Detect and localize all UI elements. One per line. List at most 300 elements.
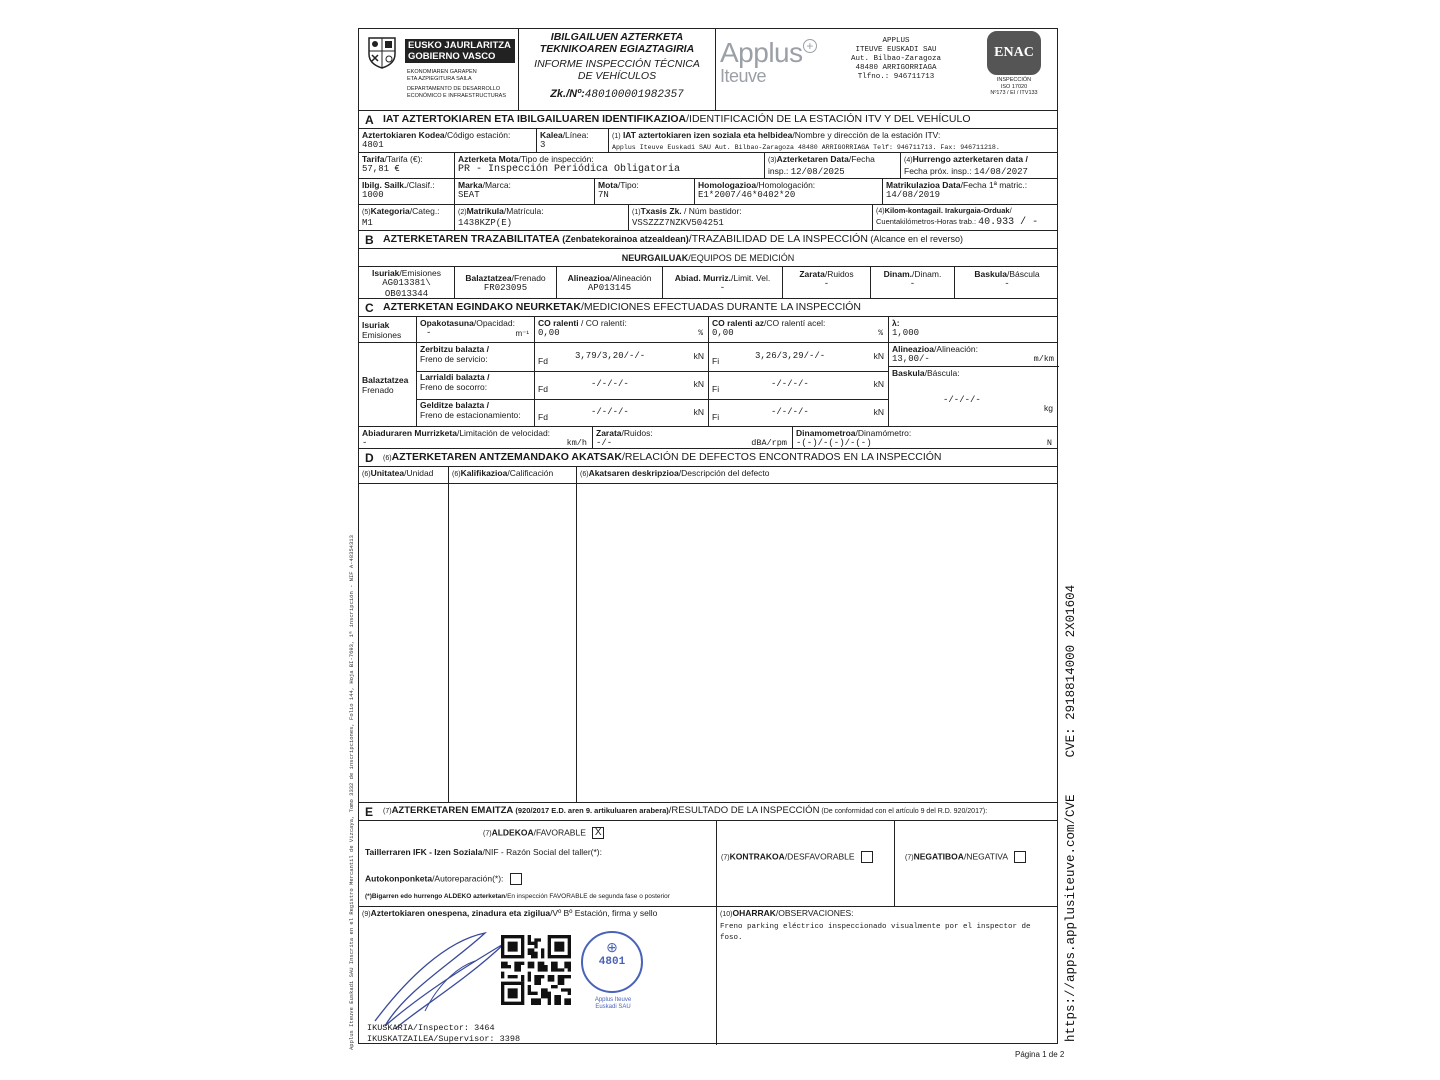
tariff-field bbox=[359, 153, 455, 178]
a-row1 bbox=[359, 129, 1057, 153]
equip-dyn-value: - bbox=[909, 279, 916, 289]
section-b-letter: B bbox=[365, 233, 374, 247]
emergency-fi-value: -/-/-/- bbox=[771, 379, 809, 389]
service-fd-unit: kN bbox=[693, 351, 704, 361]
equipment-header bbox=[359, 249, 1057, 267]
defects-unit-num: (6) bbox=[362, 471, 371, 478]
next-inspection-num: (4) bbox=[904, 157, 913, 164]
category-label-eu: Kategoria bbox=[370, 206, 410, 216]
observations-label-es: /OBSERVACIONES: bbox=[775, 908, 854, 918]
equip-dynamometer bbox=[871, 267, 955, 298]
section-e-title-es2: (De conformidad con el artículo 9 del R.D. 920/2017): bbox=[819, 808, 988, 815]
make-label-eu: Marka bbox=[458, 180, 483, 190]
observations-block bbox=[717, 907, 1059, 1045]
self-repair-label-eu: Autokonponketa bbox=[365, 873, 433, 884]
signature-num: (9) bbox=[362, 911, 371, 918]
service-brake-label-es: Freno de servicio: bbox=[420, 354, 488, 364]
section-b-title-es2: (Alcance en el reverso) bbox=[867, 234, 963, 244]
inspector-label: IKUSKARIA/Inspector: bbox=[367, 1023, 470, 1033]
parking-fi-unit: kN bbox=[873, 407, 884, 417]
plate-label-eu: Matrikula bbox=[466, 206, 504, 216]
next-inspection-field bbox=[901, 153, 1059, 178]
noise-field bbox=[593, 427, 793, 448]
section-b-title-eu: AZTERKETAREN TRAZABILITATEA bbox=[383, 233, 560, 245]
title-eu-line2: TEKNIKOAREN EGIAZTAGIRIA bbox=[539, 43, 695, 55]
gov-name-line2: GOBIERNO VASCO bbox=[408, 51, 496, 62]
dynamometer-field bbox=[793, 427, 1059, 448]
plus-circle-icon: + bbox=[803, 39, 817, 53]
emergency-fi-label: Fi bbox=[712, 384, 720, 394]
opacity-value: - bbox=[426, 328, 432, 338]
signature-label-es: /Vº Bº Estación, firma y sello bbox=[550, 908, 658, 918]
service-brake-label-eu: Zerbitzu balazta / bbox=[420, 344, 489, 354]
report-number-value: 480100001982357 bbox=[584, 89, 684, 101]
odometer-label2: Cuentakilómetros-Horas trab.: bbox=[876, 217, 977, 226]
unfavorable-label-eu: KONTRAKOA bbox=[729, 851, 785, 862]
section-e-letter: E bbox=[365, 805, 374, 819]
negative-checkbox[interactable] bbox=[1014, 851, 1026, 863]
emissions-label-es: Emisiones bbox=[362, 330, 402, 340]
parking-fd-unit: kN bbox=[693, 407, 704, 417]
plate-num: (2) bbox=[458, 209, 467, 216]
station-code-label-eu: Aztertokiaren Kodea bbox=[362, 130, 445, 140]
unfavorable-num: (7) bbox=[721, 854, 730, 862]
scale-label-es: /Báscula: bbox=[924, 368, 960, 378]
report-number bbox=[522, 88, 712, 101]
workshop-label-eu: Taillerraren IFK - Izen Soziala bbox=[365, 847, 483, 857]
section-e-header bbox=[359, 803, 1057, 821]
inspection-type-value: PR - Inspección Periódica Obligatoria bbox=[458, 164, 681, 175]
favorable-label-es: /FAVORABLE bbox=[533, 827, 586, 838]
section-b-header bbox=[359, 231, 1057, 249]
workshop-label-es: /NIF - Razón Social del taller(*): bbox=[482, 847, 602, 857]
defects-rating-label-es: /Calificación bbox=[507, 468, 554, 478]
inspection-type-label-es: /Tipo de inspección: bbox=[518, 154, 594, 164]
company-line3: Aut. Bilbao-Zaragoza bbox=[850, 55, 941, 63]
brand-sub: Iteuve bbox=[720, 66, 767, 86]
odometer-label-es: / bbox=[1009, 206, 1012, 215]
emissions-row bbox=[359, 317, 1057, 343]
station-name-label-es: /Nombre y dirección de la estación ITV: bbox=[792, 130, 941, 140]
section-d-num: (6) bbox=[383, 455, 392, 462]
emergency-fi-unit: kN bbox=[873, 379, 884, 389]
equip-speed-value: - bbox=[719, 283, 726, 293]
note-part-a: (*)Bigarren edo hurrengo bbox=[365, 893, 444, 900]
basque-coat-of-arms-icon bbox=[363, 35, 401, 69]
emergency-brake-fd bbox=[535, 371, 709, 399]
registration-date-label-es: /Fecha 1ª matric.: bbox=[960, 180, 1028, 190]
service-fi-unit: kN bbox=[873, 351, 884, 361]
speed-noise-row bbox=[359, 427, 1057, 449]
section-c-title bbox=[383, 301, 861, 313]
equip-scale-value: - bbox=[1004, 279, 1010, 289]
next-inspection-label-eu: Hurrengo azterketaren data / bbox=[912, 154, 1028, 164]
equip-emissions-label-eu: Isuriak bbox=[372, 268, 400, 278]
make-value: SEAT bbox=[458, 190, 480, 200]
co-accel-label-es: /CO ralentí acel: bbox=[763, 318, 826, 328]
section-d-title bbox=[383, 451, 942, 463]
equip-emissions-value1: AG013381\ bbox=[382, 278, 431, 288]
equip-brakes bbox=[455, 267, 557, 298]
equip-alignment-label-eu: Alineazioa bbox=[567, 273, 610, 283]
company-line1: APPLUS bbox=[882, 37, 910, 45]
station-code-field bbox=[359, 129, 537, 152]
vin-num: (1) bbox=[632, 209, 641, 216]
dept-eu-line1: EKONOMIAREN GARAPEN bbox=[407, 69, 477, 75]
defects-desc-label-es: /Descripción del defecto bbox=[678, 468, 770, 478]
section-c-letter: C bbox=[365, 301, 374, 315]
equip-noise-label-eu: Zarata bbox=[799, 269, 825, 279]
emergency-brake-fi bbox=[709, 371, 889, 399]
defects-desc-label-eu: Akatsaren deskripzioa bbox=[588, 468, 679, 478]
scale-field bbox=[889, 367, 1059, 427]
classification-value: 1000 bbox=[362, 190, 384, 200]
alignment-unit: m/km bbox=[1033, 354, 1054, 364]
odometer-field bbox=[873, 205, 1059, 230]
title-es-line2: DE VEHÍCULOS bbox=[577, 70, 657, 82]
dept-eu-line2: ETA AZPIEGITURA SAILA bbox=[407, 75, 472, 82]
next-inspection-label-es: Fecha próx. insp.: bbox=[904, 166, 972, 176]
plate-label-es: /Matrícula: bbox=[503, 206, 544, 216]
inspection-date-label2: insp.: bbox=[768, 166, 789, 176]
parking-fd-value: -/-/-/- bbox=[591, 407, 629, 417]
unfavorable-block bbox=[717, 821, 895, 906]
emergency-fd-value: -/-/-/- bbox=[591, 379, 629, 389]
scale-unit: kg bbox=[1044, 403, 1053, 413]
enac-sub bbox=[975, 77, 1053, 97]
section-c-title-es: /MEDICIONES EFECTUADAS DURANTE LA INSPECCIÓN bbox=[580, 301, 861, 313]
section-e-title-eu: AZTERKETAREN EMAITZA bbox=[391, 805, 514, 816]
emergency-brake-row bbox=[417, 371, 889, 400]
co-idle-field bbox=[535, 317, 709, 342]
emergency-fd-unit: kN bbox=[693, 379, 704, 389]
odometer-num: (4) bbox=[876, 208, 885, 215]
plate-field bbox=[455, 205, 629, 230]
homologation-field bbox=[695, 179, 883, 204]
negative-label-eu: NEGATIBOA bbox=[913, 851, 964, 862]
noise-value: -/- bbox=[596, 438, 613, 448]
title-eu-line1: IBILGAILUEN AZTERKETA bbox=[550, 31, 684, 43]
speed-limit-label-eu: Abiaduraren Murrizketa bbox=[362, 428, 457, 438]
note-part-b: ALDEKO bbox=[443, 893, 472, 900]
equip-alignment-value: AP013145 bbox=[587, 283, 632, 293]
noise-label-es: /Ruidos: bbox=[621, 428, 653, 438]
equip-brakes-label-es: /Frenado bbox=[511, 273, 546, 283]
favorable-block bbox=[359, 821, 717, 906]
a-row2 bbox=[359, 153, 1057, 179]
page-number: Página 1 de 2 bbox=[1015, 1050, 1065, 1059]
station-name-field bbox=[609, 129, 1059, 152]
speed-limit-label-es: /Limitación de velocidad: bbox=[456, 428, 551, 438]
equip-dyn-label-es: /Dinam. bbox=[912, 269, 942, 279]
section-a-letter: A bbox=[365, 113, 374, 127]
stamp-name2: Euskadi SAU bbox=[595, 1004, 631, 1010]
co-idle-unit: % bbox=[698, 329, 703, 338]
title-es-line1: INFORME INSPECCIÓN TÉCNICA bbox=[534, 58, 700, 70]
observations-text1: Freno parking eléctrico inspeccionado visualmente por el inspector de bbox=[720, 923, 1031, 931]
report-title-block bbox=[519, 29, 716, 110]
station-stamp bbox=[581, 931, 643, 993]
service-fi-label: Fi bbox=[712, 356, 720, 366]
station-name-label-eu: IAT aztertokiaren izen soziala eta helbidea bbox=[622, 130, 793, 140]
emergency-brake-label-eu: Larrialdi balazta / bbox=[420, 372, 490, 382]
equip-dyn-label-eu: Dinam. bbox=[883, 269, 913, 279]
signature-row bbox=[359, 907, 1057, 1045]
defects-unit-label-es: /Unidad bbox=[404, 468, 434, 478]
self-repair-checkbox[interactable] bbox=[510, 873, 522, 885]
model-field bbox=[595, 179, 695, 204]
emergency-fd-label: Fd bbox=[538, 384, 548, 394]
gov-name-line1: EUSKO JAURLARITZA bbox=[408, 40, 511, 51]
equip-emissions-value2: OB013344 bbox=[384, 289, 429, 298]
line-field bbox=[537, 129, 609, 152]
enac-sub3: Nº173 / EI / ITV133 bbox=[990, 90, 1038, 96]
emergency-brake-label bbox=[417, 371, 535, 399]
service-fi-value: 3,26/3,29/-/- bbox=[755, 351, 826, 361]
equip-speed-limit bbox=[663, 267, 783, 298]
service-fd-label: Fd bbox=[538, 356, 548, 366]
section-b-title-eu2: (Zenbatekorainoa atzealdean) bbox=[559, 234, 689, 244]
section-c-title-eu: AZTERKETAN EGINDAKO NEURKETAK bbox=[383, 301, 581, 313]
supervisor-line bbox=[367, 1034, 520, 1044]
braking-block bbox=[359, 343, 1057, 427]
speed-limit-field bbox=[359, 427, 593, 448]
dept-es-line2: ECONÓMICO E INFRAESTRUCTURAS bbox=[407, 92, 507, 99]
negative-num: (7) bbox=[905, 854, 914, 862]
category-label-es: /Categ.: bbox=[409, 206, 440, 216]
section-b-title-es: /TRAZABILIDAD DE LA INSPECCIÓN bbox=[688, 233, 868, 245]
inspection-date-value: 12/08/2025 bbox=[790, 167, 845, 177]
negative-block bbox=[895, 821, 1059, 906]
observations-text2: foso. bbox=[720, 934, 743, 942]
lambda-label: λ: bbox=[892, 318, 900, 328]
inspection-date-num: (3) bbox=[768, 157, 777, 164]
station-code-value: 4801 bbox=[362, 140, 384, 150]
unfavorable-checkbox[interactable] bbox=[861, 851, 873, 863]
report-number-label: Zk./Nº: bbox=[550, 88, 585, 100]
tariff-label-es: /Tarifa (€): bbox=[384, 154, 423, 164]
homologation-label-eu: Homologazioa bbox=[698, 180, 757, 190]
observations-num: (10) bbox=[720, 911, 733, 918]
self-repair-label-es: /Autoreparación(*): bbox=[432, 873, 504, 884]
section-a-title-es: /IDENTIFICACIÓN DE LA ESTACIÓN ITV Y DEL VEHÍCULO bbox=[686, 113, 971, 125]
defects-rating-num: (6) bbox=[452, 471, 461, 478]
classification-field bbox=[359, 179, 455, 204]
parking-brake-label-eu: Gelditze balazta / bbox=[420, 400, 489, 410]
dynamometer-label-eu: Dinamometroa bbox=[796, 428, 856, 438]
enac-badge: ENAC bbox=[987, 31, 1041, 75]
favorable-checkbox[interactable]: X bbox=[592, 827, 604, 839]
favorable-label-eu: ALDEKOA bbox=[491, 827, 534, 838]
line-value: 3 bbox=[540, 140, 546, 150]
parking-fi-label: Fi bbox=[712, 412, 720, 422]
section-d-header bbox=[359, 449, 1057, 467]
defects-rating-column bbox=[449, 467, 577, 802]
a-row4 bbox=[359, 205, 1057, 231]
co-accel-label-eu: CO ralenti az bbox=[712, 318, 764, 328]
opacity-label-eu: Opakotasuna bbox=[420, 318, 474, 328]
lambda-value: 1,000 bbox=[892, 328, 920, 338]
supervisor-value: 3398 bbox=[499, 1034, 521, 1044]
parking-fi-value: -/-/-/- bbox=[771, 407, 809, 417]
scale-label-eu: Baskula bbox=[892, 368, 925, 378]
equip-noise bbox=[783, 267, 871, 298]
applus-logo bbox=[720, 39, 817, 85]
station-name-value: Applus Iteuve Euskadi SAU Aut. Bilbao-Zaragoza 48480 ARRIGORRIAGA Telf: 946711713. Fax: 946711218. bbox=[612, 144, 1000, 151]
section-a-header bbox=[359, 111, 1057, 129]
gov-name-box bbox=[405, 39, 515, 63]
inspector-value: 3464 bbox=[474, 1023, 495, 1033]
co-accel-unit: % bbox=[878, 329, 883, 338]
station-code-label-es: /Código estación: bbox=[444, 130, 511, 140]
emissions-label-eu: Isuriak bbox=[362, 320, 390, 330]
section-e-num: (7) bbox=[383, 808, 392, 815]
odometer-label-eu: Kilom-kontagail. Irakurgaia-Orduak bbox=[884, 206, 1010, 215]
alignment-label-eu: Alineazioa bbox=[892, 344, 935, 354]
stamp-company bbox=[583, 997, 643, 1011]
a-row3 bbox=[359, 179, 1057, 205]
section-e-title-eu2: (920/2017 E.D. aren 9. artikuluaren arabera) bbox=[513, 806, 669, 815]
lambda-field bbox=[889, 317, 1059, 342]
alignment-field bbox=[889, 343, 1059, 367]
vin-value: VSSZZZ7NZKV504251 bbox=[632, 218, 724, 228]
co-idle-label-eu: CO ralenti bbox=[538, 318, 579, 328]
vin-label-es: / Núm bastidor: bbox=[681, 206, 742, 216]
opacity-unit: m⁻¹ bbox=[515, 329, 529, 338]
equip-emissions-label-es: /Emisiones bbox=[399, 268, 441, 278]
signature-label-eu: Aztertokiaren onespena, zinadura eta zigilua bbox=[370, 908, 551, 918]
classification-label-es: /Clasif.: bbox=[406, 180, 435, 190]
inspection-report bbox=[358, 28, 1058, 1044]
make-label-es: /Marca: bbox=[482, 180, 511, 190]
defects-table bbox=[359, 467, 1057, 803]
section-e-title bbox=[383, 805, 987, 816]
section-d-title-es: /RELACIÓN DE DEFECTOS ENCONTRADOS EN LA INSPECCIÓN bbox=[621, 451, 942, 463]
co-accel-field bbox=[709, 317, 889, 342]
stamp-plus-icon: ⊕ bbox=[606, 939, 618, 955]
section-a-title bbox=[383, 113, 970, 125]
odometer-value: 40.933 / - bbox=[978, 217, 1039, 228]
defects-desc-num: (6) bbox=[580, 471, 589, 478]
plate-value: 1438KZP(E) bbox=[458, 218, 513, 228]
unfavorable-label-es: /DESFAVORABLE bbox=[784, 851, 855, 862]
signature-block bbox=[359, 907, 717, 1045]
equip-speed-label-es: /Limit. Vel. bbox=[730, 273, 771, 283]
registry-vertical-text: Applus Iteuve Euskadi SAU Inscrita en el Registro Mercantil de Vizcaya, Tomo 3332 de inscripciones, Folio 144, Hoja BI-7693, 1ª inscripción - NIF A-48354313 bbox=[348, 535, 355, 1050]
braking-label-eu: Balaztatzea bbox=[362, 375, 409, 385]
noise-label-eu: Zarata bbox=[596, 428, 622, 438]
company-address bbox=[846, 37, 946, 82]
parking-brake-fd bbox=[535, 399, 709, 427]
vin-field bbox=[629, 205, 873, 230]
homologation-label-es: /Homologación: bbox=[756, 180, 816, 190]
emissions-label bbox=[359, 317, 417, 342]
model-label-es: /Tipo: bbox=[617, 180, 639, 190]
section-d-title-eu: AZTERKETAREN ANTZEMANDAKO AKATSAK bbox=[391, 451, 622, 463]
equip-speed-label-eu: Abiad. Murriz. bbox=[674, 273, 731, 283]
negative-label-es: /NEGATIVA bbox=[963, 851, 1008, 862]
equip-scale-label-eu: Baskula bbox=[974, 269, 1007, 279]
section-d-letter: D bbox=[365, 451, 374, 465]
cve-code: CVE: 2918814000 2X01604 bbox=[1064, 584, 1078, 758]
inspection-date-label-eu: Azterketaren Data bbox=[776, 154, 849, 164]
equip-brakes-value: FR023095 bbox=[483, 283, 528, 293]
section-a-title-eu: IAT AZTERTOKIAREN ETA IBILGAILUAREN IDENTIFIKAZIOA bbox=[383, 113, 687, 125]
model-label-eu: Mota bbox=[598, 180, 618, 190]
parking-brake-label bbox=[417, 399, 535, 427]
equip-emissions bbox=[359, 267, 455, 298]
next-inspection-value: 14/08/2027 bbox=[973, 167, 1028, 177]
inspection-type-field bbox=[455, 153, 765, 178]
tariff-label-eu: Tarifa bbox=[362, 154, 385, 164]
favorable-num: (7) bbox=[483, 830, 492, 838]
enac-sub1: INSPECCIÓN bbox=[996, 77, 1032, 83]
defects-unit-label-eu: Unitatea bbox=[370, 468, 405, 478]
equipment-label-eu: NEURGAILUAK bbox=[621, 253, 689, 263]
alignment-label-es: /Alineación: bbox=[934, 344, 978, 354]
qr-code-icon bbox=[501, 935, 571, 1010]
note-part-d: /En inspección FAVORABLE de segunda fase o posterior bbox=[505, 893, 670, 900]
registration-date-field bbox=[883, 179, 1059, 204]
make-field bbox=[455, 179, 595, 204]
classification-label-eu: Ibilg. Sailk. bbox=[362, 180, 407, 190]
service-brake-row bbox=[417, 343, 889, 372]
braking-label bbox=[359, 343, 417, 426]
company-line5: Tlfno.: 946711713 bbox=[857, 73, 935, 81]
defects-unit-column bbox=[359, 467, 449, 802]
category-field bbox=[359, 205, 455, 230]
scale-value: -/-/-/- bbox=[943, 395, 981, 405]
noise-unit: dBA/rpm bbox=[751, 438, 787, 448]
note-part-c: azterketan bbox=[471, 893, 506, 900]
defects-rating-label-eu: Kalifikazioa bbox=[460, 468, 508, 478]
stamp-code: 4801 bbox=[598, 956, 626, 968]
equipment-label-es: /EQUIPOS DE MEDICIÓN bbox=[688, 253, 795, 263]
line-label-eu: Kalea bbox=[540, 130, 563, 140]
cve-url[interactable]: https://apps.applusiteuve.com/CVE bbox=[1064, 794, 1078, 1042]
co-accel-value: 0,00 bbox=[712, 328, 734, 338]
department-text bbox=[407, 69, 506, 99]
service-fd-value: 3,79/3,20/-/- bbox=[575, 351, 646, 361]
enac-sub2: ISO 17020 bbox=[1000, 83, 1028, 90]
equip-brakes-label-eu: Balaztatzea bbox=[465, 273, 512, 283]
vin-label-eu: Txasis Zk. bbox=[640, 206, 682, 216]
braking-label-es: Frenado bbox=[362, 385, 394, 395]
category-value: M1 bbox=[362, 218, 373, 228]
report-header bbox=[359, 29, 1057, 111]
service-brake-label bbox=[417, 343, 535, 371]
brand-name: Applus bbox=[720, 37, 803, 68]
co-idle-label-es: / CO ralentí: bbox=[578, 318, 627, 328]
result-row bbox=[359, 821, 1057, 907]
government-block bbox=[359, 29, 519, 110]
co-idle-value: 0,00 bbox=[538, 328, 560, 338]
defects-description-column bbox=[577, 467, 1059, 802]
inspection-type-label-eu: Azterketa Mota bbox=[458, 154, 519, 164]
parking-brake-row bbox=[417, 399, 889, 427]
equip-alignment bbox=[557, 267, 663, 298]
company-line2: ITEUVE EUSKADI SAU bbox=[855, 46, 937, 54]
emergency-brake-label-es: Freno de socorro: bbox=[420, 382, 488, 392]
dynamometer-unit: N bbox=[1046, 438, 1052, 448]
tariff-value: 57,81 € bbox=[362, 164, 400, 174]
equip-scale bbox=[955, 267, 1059, 298]
parking-brake-label-es: Freno de estacionamiento: bbox=[420, 410, 521, 420]
dynamometer-label-es: /Dinamómetro: bbox=[855, 428, 912, 438]
inspection-date-label-es: /Fecha bbox=[848, 154, 875, 164]
section-e-title-es: /RESULTADO DE LA INSPECCIÓN bbox=[668, 805, 820, 816]
station-name-num: (1) bbox=[612, 133, 621, 140]
